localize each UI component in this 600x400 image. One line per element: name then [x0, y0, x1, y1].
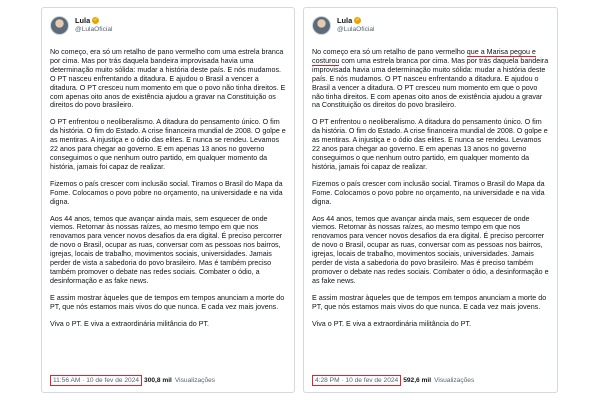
tweet-paragraph-3: Fizemos o país crescer com inclusão social. Tiramos o Brasil do Mapa da Fome. Colocamos o povo pobre no orçamento, na universidade e na vida digna.: [50, 179, 283, 206]
tweet-header: [50, 14, 286, 36]
tweet-footer: [312, 375, 474, 386]
views-count: 300,8 mil: [144, 377, 172, 384]
avatar[interactable]: [50, 16, 69, 35]
avatar[interactable]: [312, 16, 331, 35]
tweet-footer: [50, 375, 215, 386]
handle[interactable]: @LulaOficial: [337, 26, 375, 33]
tweet-paragraph-5: E assim mostrar àqueles que de tempos em tempos anunciam a morte do PT, que nós estamos mais vivos do que nunca. E cada vez mais jovens.: [50, 293, 285, 311]
tweet-paragraph-4: Aos 44 anos, temos que avançar ainda mais, sem esquecer de onde viemos. Retornar às nossas raízes, ao mesmo tempo em que nos renovamos para vencer novos desafios da era digital. É preciso percorrer de novo o Brasil, ocupar as ruas, conversar com as pessoas nos bairros, igrejas, locais de trabalho, movimentos sociais, universidades. Jamais perder de vista a sabedoria do povo brasileiro. Mas é preciso também promover o debate nas redes sociais. Combater o ódio, a desinformação e as fake news.: [312, 214, 549, 285]
display-name[interactable]: Lula: [75, 16, 91, 25]
views-label: Visualizações: [174, 377, 216, 384]
text-segment: com uma estrela branca por cima. Mas por trás daquela bandeira improvisada havia uma determinação muito sólida: mudar a história deste país. E nós mudamos. O PT nasceu enfrentando a ditadura. E ajudou o Brasil a vencer a ditadura. O PT cresceu num momento em que o povo não tinha direitos. E com apenas oito anos de existência ajudou a gravar na Constituição os direitos do povo brasileiro.: [312, 56, 549, 110]
tweet-paragraph-3: Fizemos o país crescer com inclusão social. Tiramos o Brasil do Mapa da Fome. Colocamos o povo pobre no orçamento, na universidade e na vida digna.: [312, 179, 545, 206]
tweet-body: [50, 48, 286, 328]
display-name[interactable]: Lula: [337, 16, 353, 25]
tweet-card-original: [41, 7, 295, 393]
tweet-paragraph-2: O PT enfrentou o neoliberalismo. A ditadura do pensamento único. O fim da história. O fim do Estado. A crise financeira mundial de 2008. O golpe e as mentiras. A injustiça e o ódio das elites. E nunca se rendeu. Levamos 22 anos para chegar ao governo. E em apenas 13 anos no governo conseguimos o que nenhum outro partido, em qualquer momento da história, jamais foi capaz de realizar.: [50, 118, 286, 171]
tweet-card-edited: [303, 7, 558, 393]
views-count: 592,6 mil: [403, 377, 432, 384]
tweet-paragraph-4: Aos 44 anos, temos que avançar ainda mais, sem esquecer de onde viemos. Retornar às nossas raízes, ao mesmo tempo em que nos renovamos para vencer novos desafios da era digital. É preciso percorrer de novo o Brasil, ocupar as ruas, conversar com as pessoas nos bairros, igrejas, locais de trabalho, movimentos sociais, universidades. Jamais perder de vista a sabedoria do povo brasileiro. Mas é também preciso também promover o debate nas redes sociais. Combater o ódio, a desinformação e as fake news.: [50, 214, 283, 285]
added-text-highlight: costurou: [312, 56, 340, 65]
tweet-paragraph-1: [312, 48, 549, 110]
tweet-body: [312, 48, 549, 328]
tweet-paragraph-6: Viva o PT. E viva a extraordinária militância do PT.: [50, 319, 210, 328]
tweet-header: [312, 14, 549, 36]
text-segment: No começo era só um retalho de pano vermelho: [312, 48, 467, 56]
timestamp-link[interactable]: 11:56 AM · 10 de fev de 2024: [50, 375, 142, 386]
handle[interactable]: @LulaOficial: [75, 26, 113, 33]
tweet-paragraph-1: No começo, era só um retalho de pano vermelho com uma estrela branca por cima. Mas por trás daquela bandeira improvisada havia uma determinação muito sólida: mudar a história deste país. E nós mudamos. O PT nasceu enfrentando a ditadura. E ajudou o Brasil a vencer a ditadura. O PT cresceu num momento em que o povo não tinha direitos. E com apenas oito anos de existência ajudou a gravar na Constituição os direitos do povo brasileiro.: [50, 48, 286, 110]
tweet-paragraph-5: E assim mostrar àqueles que de tempos em tempos anunciam a morte do PT, que nós estamos mais vivos do que nunca. E cada vez mais jovens.: [312, 293, 547, 311]
added-text-highlight: que a Marisa pegou e: [466, 48, 536, 56]
tweet-paragraph-6: Viva o PT. E viva a extraordinária militância do PT.: [312, 319, 472, 328]
timestamp-link[interactable]: 4:28 PM · 10 de fev de 2024: [312, 375, 401, 386]
verified-badge-icon: ✓: [93, 17, 98, 23]
views-label: Visualizações: [434, 377, 475, 384]
tweet-paragraph-2: O PT enfrentou o neoliberalismo. A ditadura do pensamento único. O fim da história. O fim do Estado. A crise financeira mundial de 2008. O golpe e as mentiras. A injustiça e o ódio das elites. E nunca se rendeu. Levamos 22 anos para chegar ao governo. E em apenas 13 anos no governo conseguimos o que nenhum outro partido, em qualquer momento da história, jamais foi capaz de realizar.: [312, 118, 548, 171]
verified-badge-icon: ✓: [355, 17, 360, 23]
